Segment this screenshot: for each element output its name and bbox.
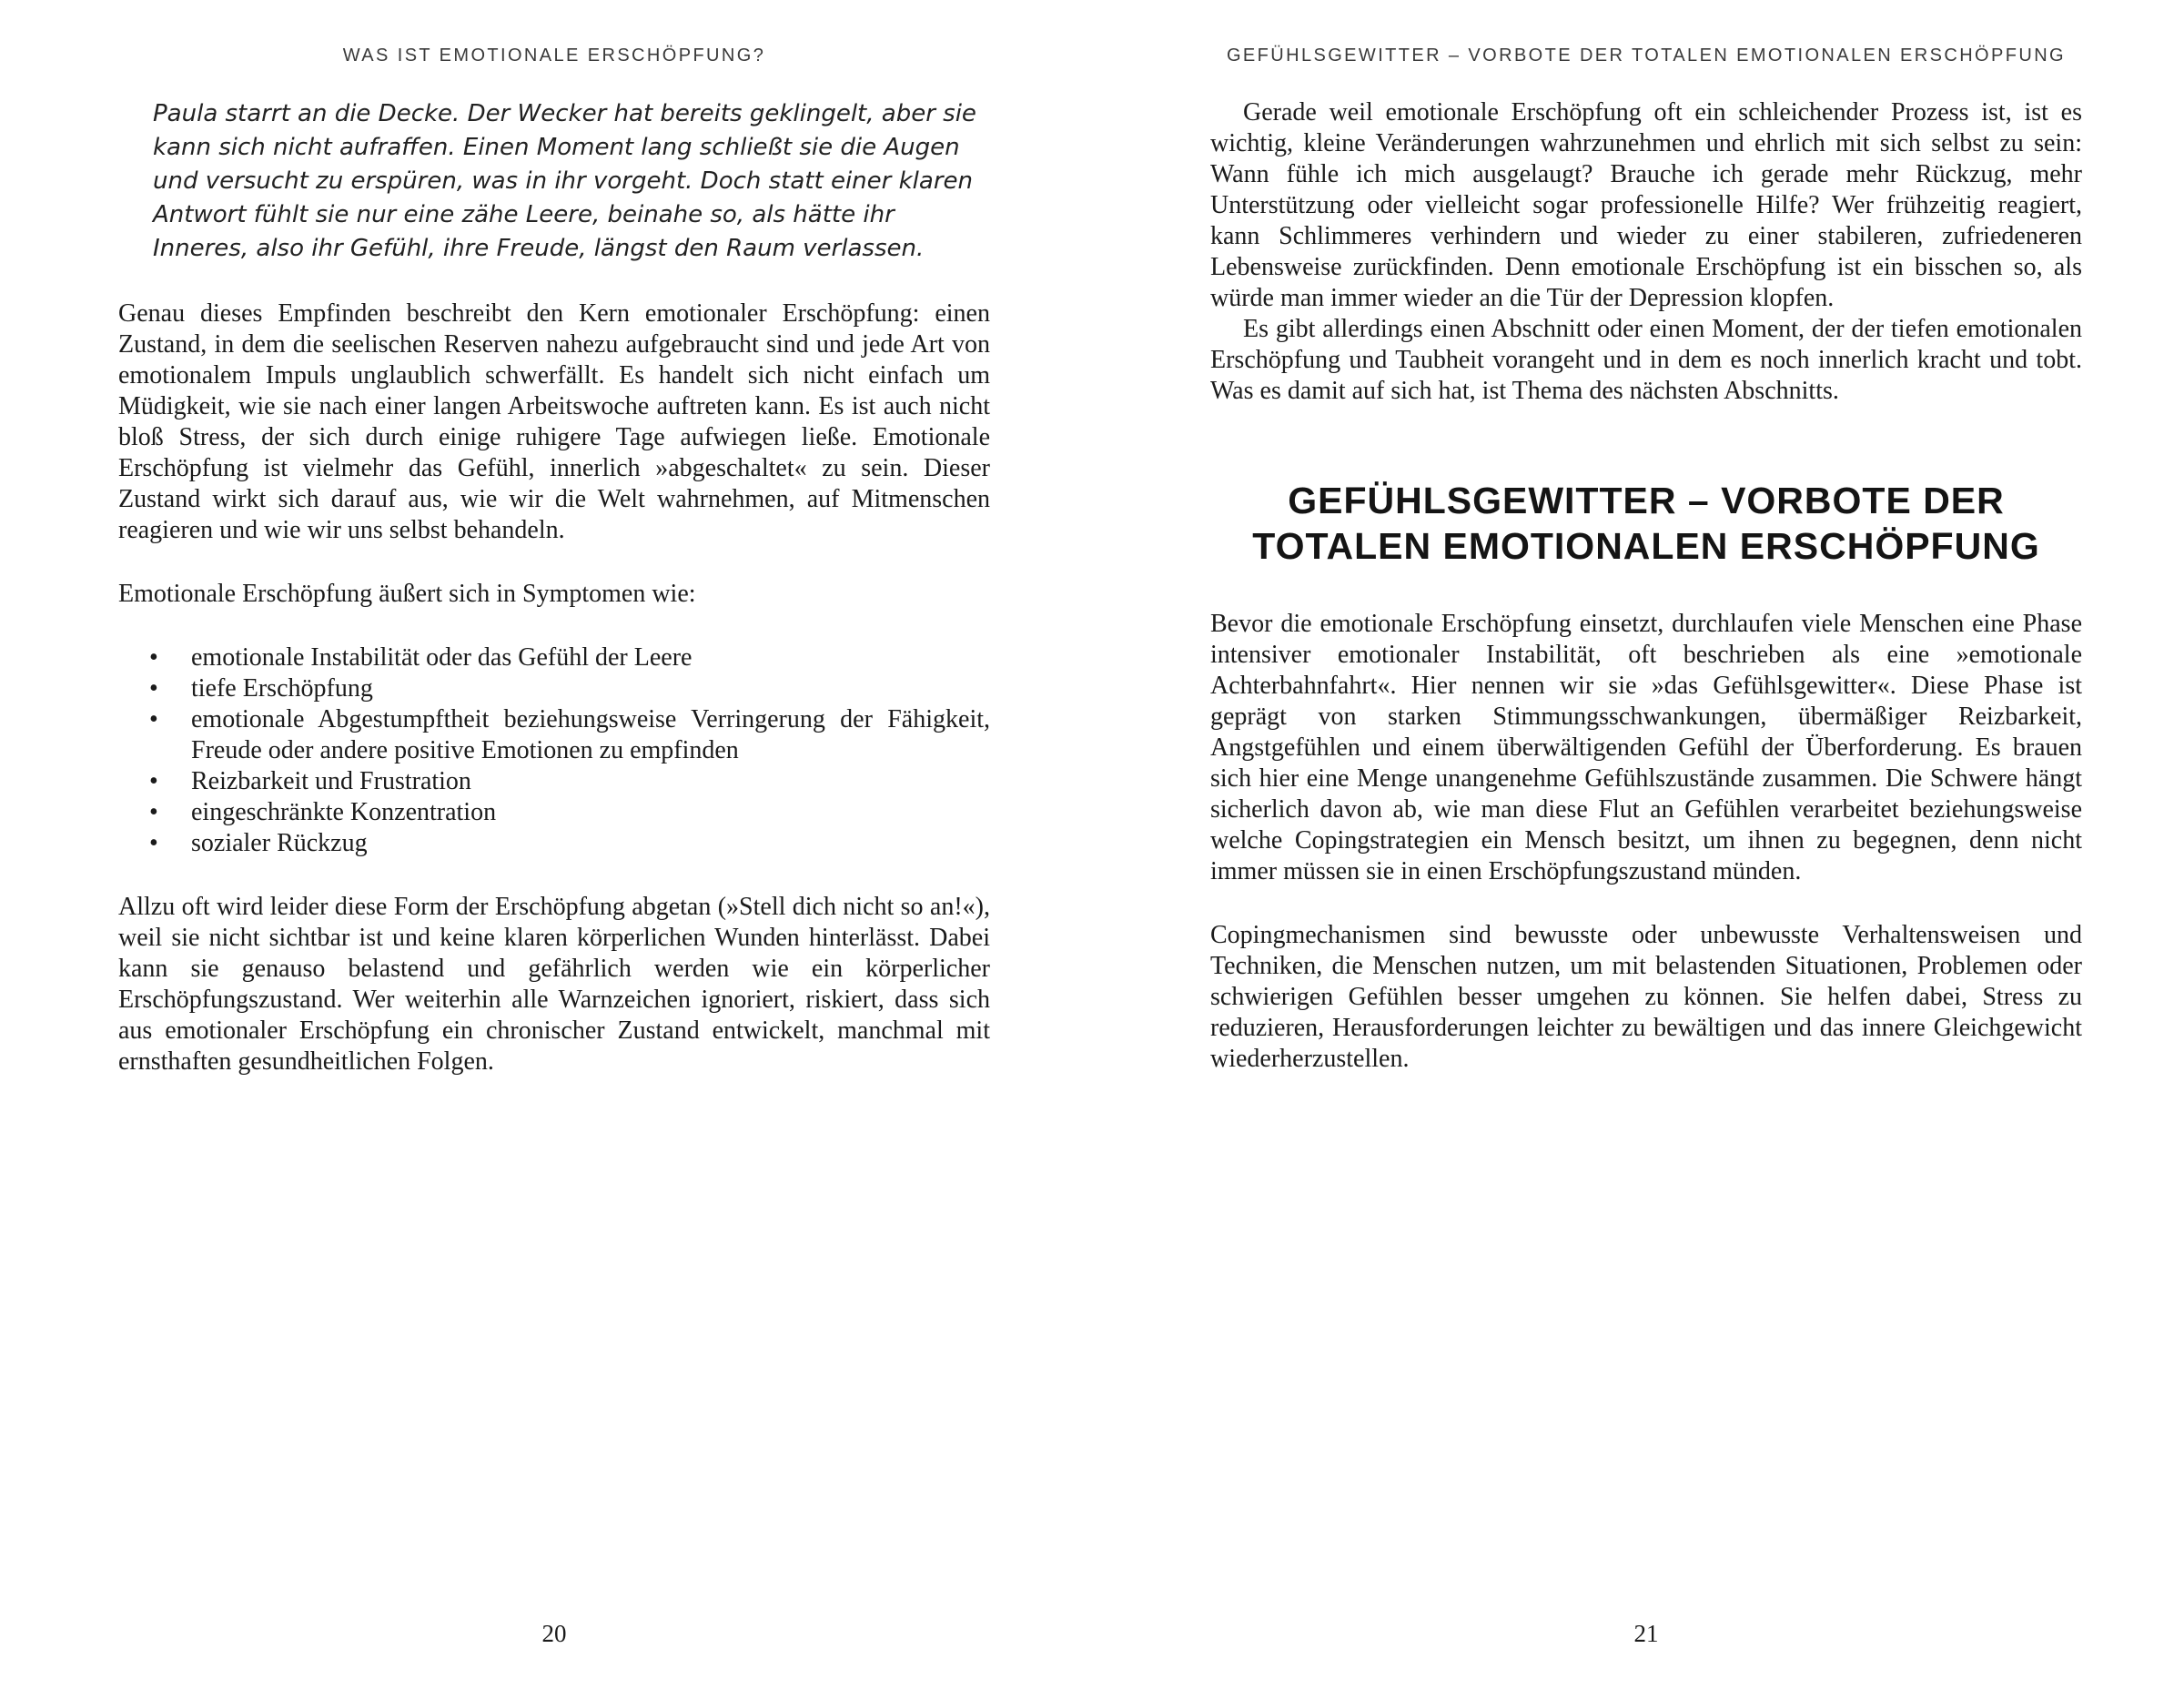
paragraph-warning: Allzu oft wird leider diese Form der Erschöpfung abgetan (»Stell dich nicht so an!«), weil sie nicht sichtbar ist und keine klaren körperlichen Wunden hinterlässt. Dabei kann sie genauso belastend und gefährlich werden wie ein körperlicher Erschöpfungszustand. Wer weiterhin alle Warnzeichen ignoriert, riskiert, dass sich aus emotionaler Erschöpfung ein chronischer Zustand entwickelt, manchmal mit ernsthaften gesundheitlichen Folgen. [118, 893, 990, 1076]
running-head-right: GEFÜHLSGEWITTER – VORBOTE DER TOTALEN EMOTIONALEN ERSCHÖPFUNG [1226, 46, 2067, 66]
page-right [1092, 0, 2184, 1699]
list-item-text: tiefe Erschöpfung [191, 674, 373, 703]
paragraph-symptoms-intro: Emotionale Erschöpfung äußert sich in Symptomen wie: [118, 580, 696, 608]
paragraph-coping: Copingmechanismen sind bewusste oder unbewusste Verhaltensweisen und Techniken, die Menschen nutzen, um mit belastenden Situationen, Problemen oder schwierigen Gefühlen besser umgehen zu können. Sie helfen dabei, Stress zu reduzieren, Herausforderungen leichter zu bewältigen und das innere Gleichgewicht wiederherzustellen. [1210, 921, 2082, 1073]
list-item-text: Reizbarkeit und Frustration [191, 767, 471, 795]
bullet-icon: • [149, 643, 158, 672]
page-number-right: 21 [1633, 1620, 1659, 1647]
bullet-icon: • [149, 767, 158, 795]
bullet-icon: • [149, 798, 158, 826]
running-head-left: WAS IST EMOTIONALE ERSCHÖPFUNG? [342, 46, 766, 66]
list-item [149, 704, 990, 766]
list-item-text: emotionale Instabilität oder das Gefühl der Leere [191, 643, 693, 672]
list-item [149, 766, 990, 797]
page-number-left: 20 [541, 1620, 567, 1647]
list-item [149, 642, 990, 673]
bullet-icon: • [149, 674, 158, 703]
symptom-list [118, 642, 990, 859]
bullet-icon: • [149, 829, 158, 857]
list-item [149, 673, 990, 704]
list-item-text: sozialer Rückzug [191, 829, 368, 857]
bullet-icon: • [149, 705, 158, 733]
paragraph-definition: Genau dieses Empfinden beschreibt den Kern emotionaler Erschöpfung: einen Zustand, in dem die seelischen Reserven nahezu aufgebraucht sind und jede Art von emotionalem Impuls unglaublich schwerfällt. Es handelt sich nicht einfach um Müdigkeit, wie sie nach einer langen Arbeitswoche auftreten kann. Es ist auch nicht bloß Stress, der sich durch einige ruhigere Tage aufwiegen ließe. Emotionale Erschöpfung ist vielmehr das Gefühl, innerlich »abgeschaltet« zu sein. Dieser Zustand wirkt sich darauf aus, wie wir die Welt wahrnehmen, auf Mitmenschen reagieren und wie wir uns selbst behandeln. [118, 299, 990, 544]
paragraph-gefuehlsgewitter: Bevor die emotionale Erschöpfung einsetzt, durchlaufen viele Menschen eine Phase intensiver emotionaler Instabilität, oft beschrieben als eine »emotionale Achterbahnfahrt«. Hier nennen wir sie »das Gefühlsgewitter«. Diese Phase ist geprägt von starken Stimmungsschwankungen, übermäßiger Reizbarkeit, Angstgefühlen und einem überwältigenden Gefühl der Überforderung. Es brauen sich hier eine Menge unangenehme Gefühlszustände zusammen. Die Schwere hängt sicherlich davon ab, wie man diese Flut an Gefühlen verarbeitet beziehungsweise welche Copingstrategien ein Mensch besitzt, um ihnen zu begegnen, denn nicht immer müssen sie in einen Erschöpfungszustand münden. [1210, 610, 2082, 885]
section-heading-line2: TOTALEN EMOTIONALEN ERSCHÖPFUNG [1252, 525, 2040, 567]
list-item-text: eingeschränkte Konzentration [191, 798, 497, 826]
paragraph-transition: Es gibt allerdings einen Abschnitt oder einen Moment, der der tiefen emotionalen Erschöpfung und Taubheit vorangeht und in dem es noch innerlich kracht und tobt. Was es damit auf sich hat, ist Thema des nächsten Abschnitts. [1210, 315, 2082, 405]
list-item-text: emotionale Abgestumpftheit beziehungsweise Verringerung der Fähigkeit, Freude oder andere positive Emotionen zu empfinden [191, 705, 990, 764]
intro-quote: Paula starrt an die Decke. Der Wecker hat bereits geklingelt, aber sie kann sich nicht aufraffen. Einen Moment lang schließt sie die Augen und versucht zu erspüren, was in ihr vorgeht. Doch statt einer klaren Antwort fühlt sie nur eine zähe Leere, beinahe so, als hätte ihr Inneres, also ihr Gefühl, ihre Freude, längst den Raum verlassen. [153, 100, 976, 262]
list-item [149, 797, 990, 828]
section-heading [1210, 478, 2082, 569]
list-item [149, 828, 990, 859]
paragraph-process: Gerade weil emotionale Erschöpfung oft ein schleichender Prozess ist, ist es wichtig, kleine Veränderungen wahrzunehmen und ehrlich mit sich selbst zu sein: Wann fühle ich mich ausgelaugt? Brauche ich gerade mehr Rückzug, mehr Unterstützung oder vielleicht sogar professionelle Hilfe? Wer frühzeitig reagiert, kann Schlimmeres verhindern und wieder zu einer stabileren, zufriedeneren Lebensweise zurückfinden. Denn emotionale Erschöpfung ist ein bisschen so, als würde man immer wieder an die Tür der Depression klopfen. [1210, 98, 2082, 312]
section-heading-line1: GEFÜHLSGEWITTER – VORBOTE DER [1288, 480, 2005, 521]
